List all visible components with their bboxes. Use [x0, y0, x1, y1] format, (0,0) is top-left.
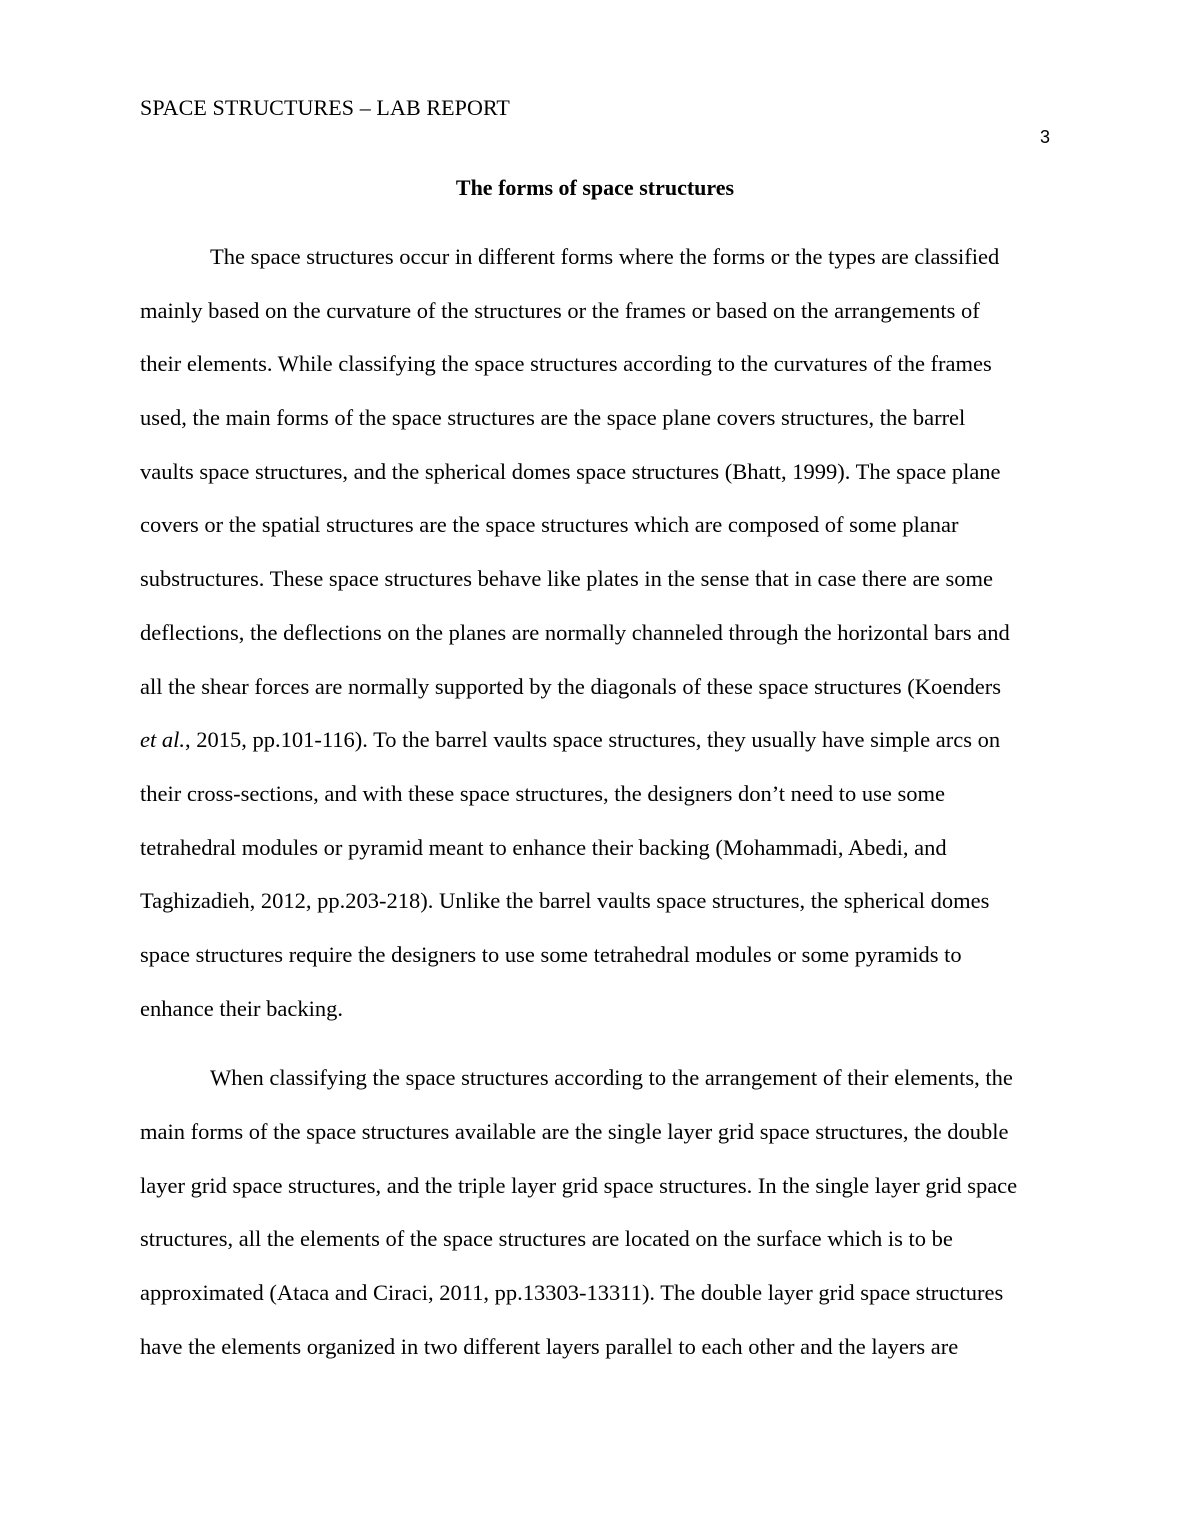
running-head: SPACE STRUCTURES – LAB REPORT	[140, 95, 510, 120]
text-line: structures, all the elements of the space structures are located on the surface which is to be	[140, 1226, 953, 1252]
text-line: Taghizadieh, 2012, pp.203-218). Unlike the barrel vaults space structures, the spherical domes	[140, 888, 990, 914]
text-line: layer grid space structures, and the triple layer grid space structures. In the single layer grid space	[140, 1172, 1018, 1198]
text-line: vaults space structures, and the spherical domes space structures (Bhatt, 1999). The space plane	[140, 458, 1001, 484]
page-number: 3	[1039, 127, 1050, 147]
text-line: their cross-sections, and with these space structures, the designers don’t need to use some	[140, 780, 946, 806]
text-line: covers or the spatial structures are the space structures which are composed of some planar	[140, 512, 959, 538]
text-line: The space structures occur in different forms where the forms or the types are classified	[210, 244, 1000, 269]
text-line	[140, 713, 1050, 767]
text-line: approximated (Ataca and Ciraci, 2011, pp.13303-13311). The double layer grid space structures	[140, 1280, 1004, 1306]
text-line-rest: , 2015, pp.101-116). To the barrel vaults space structures, they usually have simple arcs on	[185, 727, 1001, 753]
text-line: main forms of the space structures available are the single layer grid space structures, the double	[140, 1119, 1009, 1144]
paragraph-gap	[140, 1035, 1050, 1051]
document-body	[140, 230, 1050, 1373]
text-line: When classifying the space structures according to the arrangement of their elements, the	[210, 1065, 1013, 1091]
paragraph-1	[140, 230, 1050, 1035]
text-line: substructures. These space structures behave like plates in the sense that in case there are some	[140, 566, 994, 592]
paragraph-2	[140, 1051, 1050, 1373]
text-line: space structures require the designers to use some tetrahedral modules or some pyramids to	[140, 941, 962, 967]
text-line: have the elements organized in two different layers parallel to each other and the layers are	[140, 1333, 959, 1359]
section-title: The forms of space structures	[455, 175, 735, 200]
text-line: all the shear forces are normally supported by the diagonals of these space structures (Koenders	[140, 673, 1001, 699]
text-line: deflections, the deflections on the planes are normally channeled through the horizontal bars and	[140, 619, 1010, 645]
text-line: mainly based on the curvature of the structures or the frames or based on the arrangements of	[140, 297, 980, 323]
italic-et-al: et al.	[140, 727, 185, 753]
text-line: tetrahedral modules or pyramid meant to enhance their backing (Mohammadi, Abedi, and	[140, 834, 947, 860]
text-line: enhance their backing.	[140, 995, 344, 1021]
text-line: their elements. While classifying the space structures according to the curvatures of the frames	[140, 351, 992, 377]
text-line: used, the main forms of the space structures are the space plane covers structures, the barrel	[140, 405, 966, 431]
